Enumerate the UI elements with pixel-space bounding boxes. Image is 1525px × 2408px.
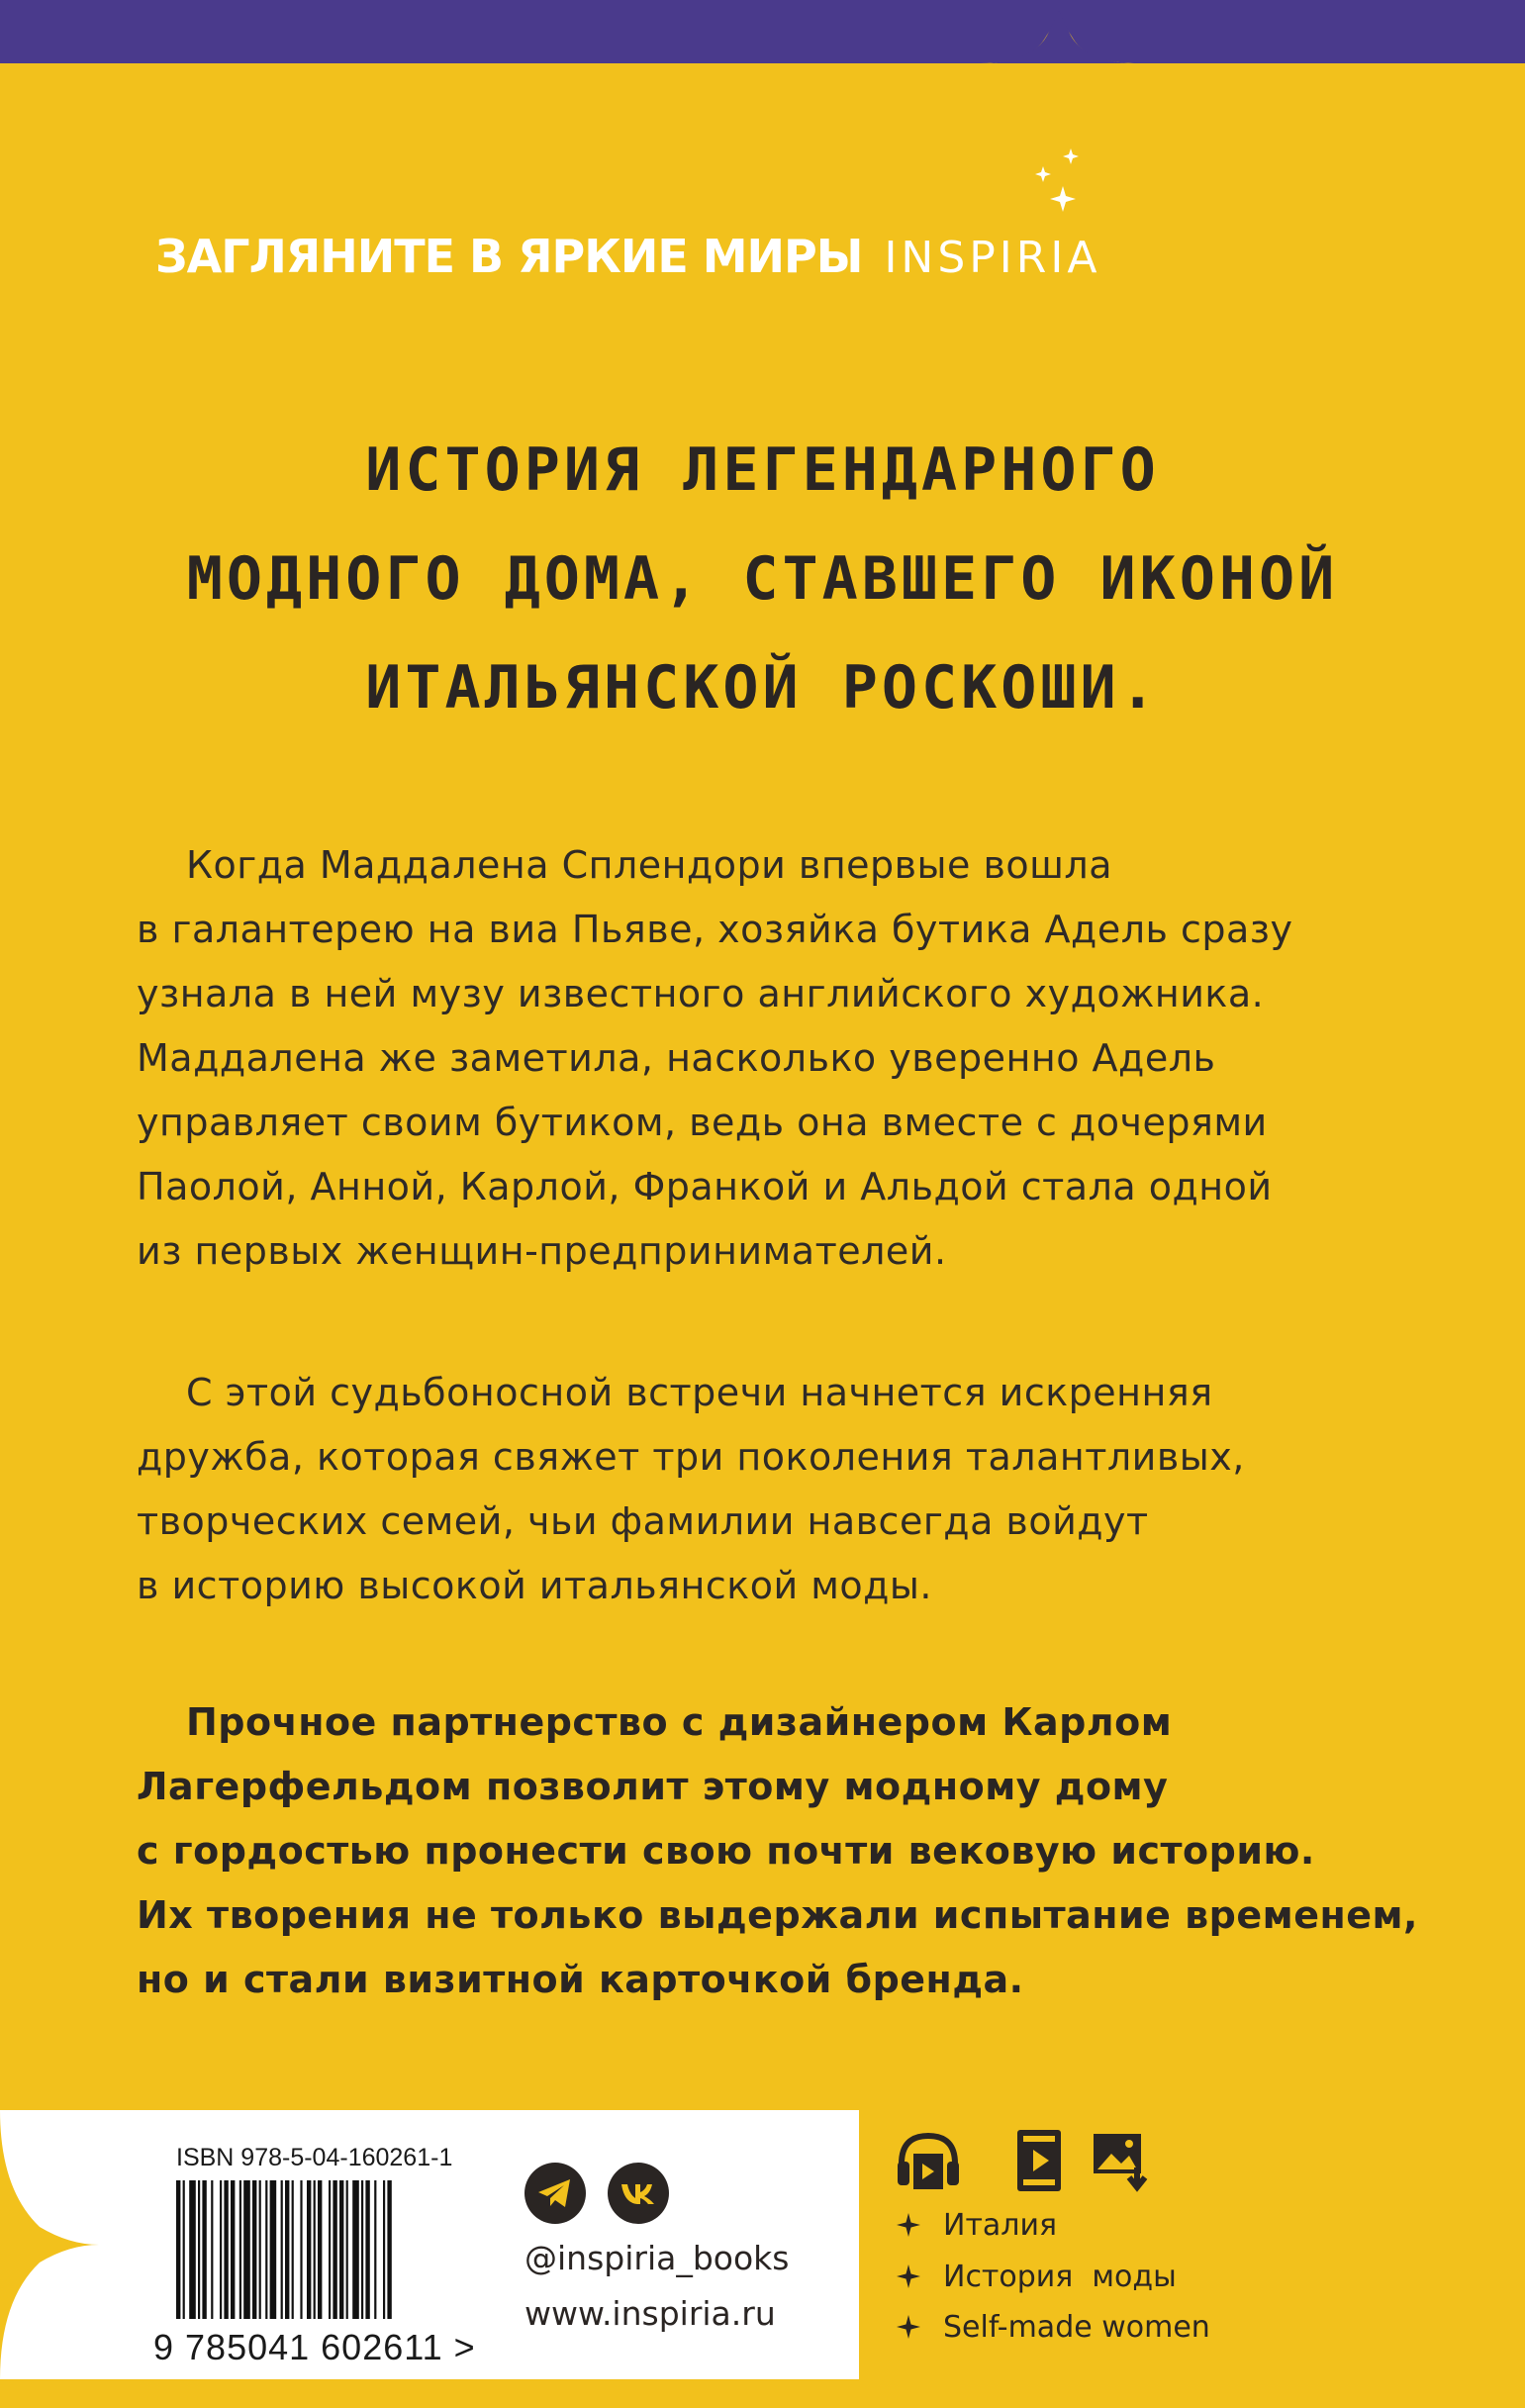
brand-name: INSPIRIA (884, 233, 1101, 283)
paragraph-line: из первых женщин-предпринимателей. (137, 1229, 947, 1273)
sparkles-icon (1029, 139, 1089, 228)
header-line (155, 230, 1100, 299)
headline-line: МОДНОГО ДОМА, СТАВШЕГО ИКОНОЙ (186, 544, 1339, 614)
paragraph-line: Маддалена же заметила, насколько уверенно Адель (137, 1036, 1216, 1080)
paragraph-line: но и стали визитной карточкой бренда. (137, 1958, 1024, 2001)
paragraph-line: с гордостью пронести свою почти вековую историю. (137, 1829, 1315, 1873)
audiobook-icon (894, 2126, 963, 2195)
paragraph-line: дружба, которая свяжет три поколения талантливых, (137, 1435, 1245, 1479)
barcode (176, 2180, 473, 2319)
header-tagline: ЗАГЛЯНИТЕ В ЯРКИЕ МИРЫ (155, 230, 863, 283)
headline-line: ИСТОРИЯ ЛЕГЕНДАРНОГО (365, 435, 1160, 505)
tag-item (896, 2202, 1057, 2248)
paragraph-line: Лагерфельдом позволит этому модному дому (137, 1765, 1169, 1808)
star-bullet-icon (896, 2314, 921, 2340)
paragraph-line: управляет своим бутиком, ведь она вместе с дочерями (137, 1101, 1268, 1144)
paragraph-line: Прочное партнерство с дизайнером Карлом (186, 1700, 1173, 1744)
paragraph-line: узнала в ней музу известного английского художника. (137, 972, 1265, 1015)
tag-label: Италия (943, 2207, 1058, 2243)
top-band (0, 0, 1525, 63)
headline-line: ИТАЛЬЯНСКОЙ РОСКОШИ. (365, 653, 1160, 722)
paragraph-line: Их творения не только выдержали испытание временем, (137, 1893, 1418, 1937)
paragraph-line: в галантерею на виа Пьяве, хозяйка бутика Адель сразу (137, 908, 1293, 951)
tag-label: История моды (943, 2259, 1177, 2294)
headline (0, 416, 1525, 742)
vk-icon[interactable] (608, 2163, 669, 2224)
star-bullet-icon (896, 2264, 921, 2289)
paragraph-2 (137, 1361, 1403, 1618)
website-link[interactable]: www.inspiria.ru (524, 2294, 776, 2333)
tag-label: Self-made women (943, 2309, 1210, 2345)
paragraph-line: Когда Маддалена Сплендори впервые вошла (186, 843, 1113, 887)
isbn-number: ISBN 978-5-04-160261-1 (176, 2144, 453, 2171)
paragraph-3 (137, 1690, 1418, 2012)
image-icon (1090, 2126, 1159, 2195)
paragraph-1 (137, 833, 1403, 1284)
barcode-digits: 9 785041 602611 > (153, 2327, 476, 2367)
tag-item (896, 2304, 1210, 2350)
panel-notch (0, 2110, 109, 2379)
tag-item (896, 2254, 1177, 2299)
paragraph-line: С этой судьбоносной встречи начнется искренняя (186, 1371, 1213, 1414)
paragraph-line: Паолой, Анной, Карлой, Франкой и Альдой стала одной (137, 1165, 1273, 1208)
star-bullet-icon (896, 2212, 921, 2238)
ebook-icon (1013, 2126, 1065, 2195)
paragraph-line: творческих семей, чьи фамилии навсегда войдут (137, 1499, 1149, 1543)
paragraph-line: в историю высокой итальянской моды. (137, 1564, 932, 1607)
telegram-icon[interactable] (524, 2163, 586, 2224)
social-handle[interactable]: @inspiria_books (524, 2239, 790, 2277)
